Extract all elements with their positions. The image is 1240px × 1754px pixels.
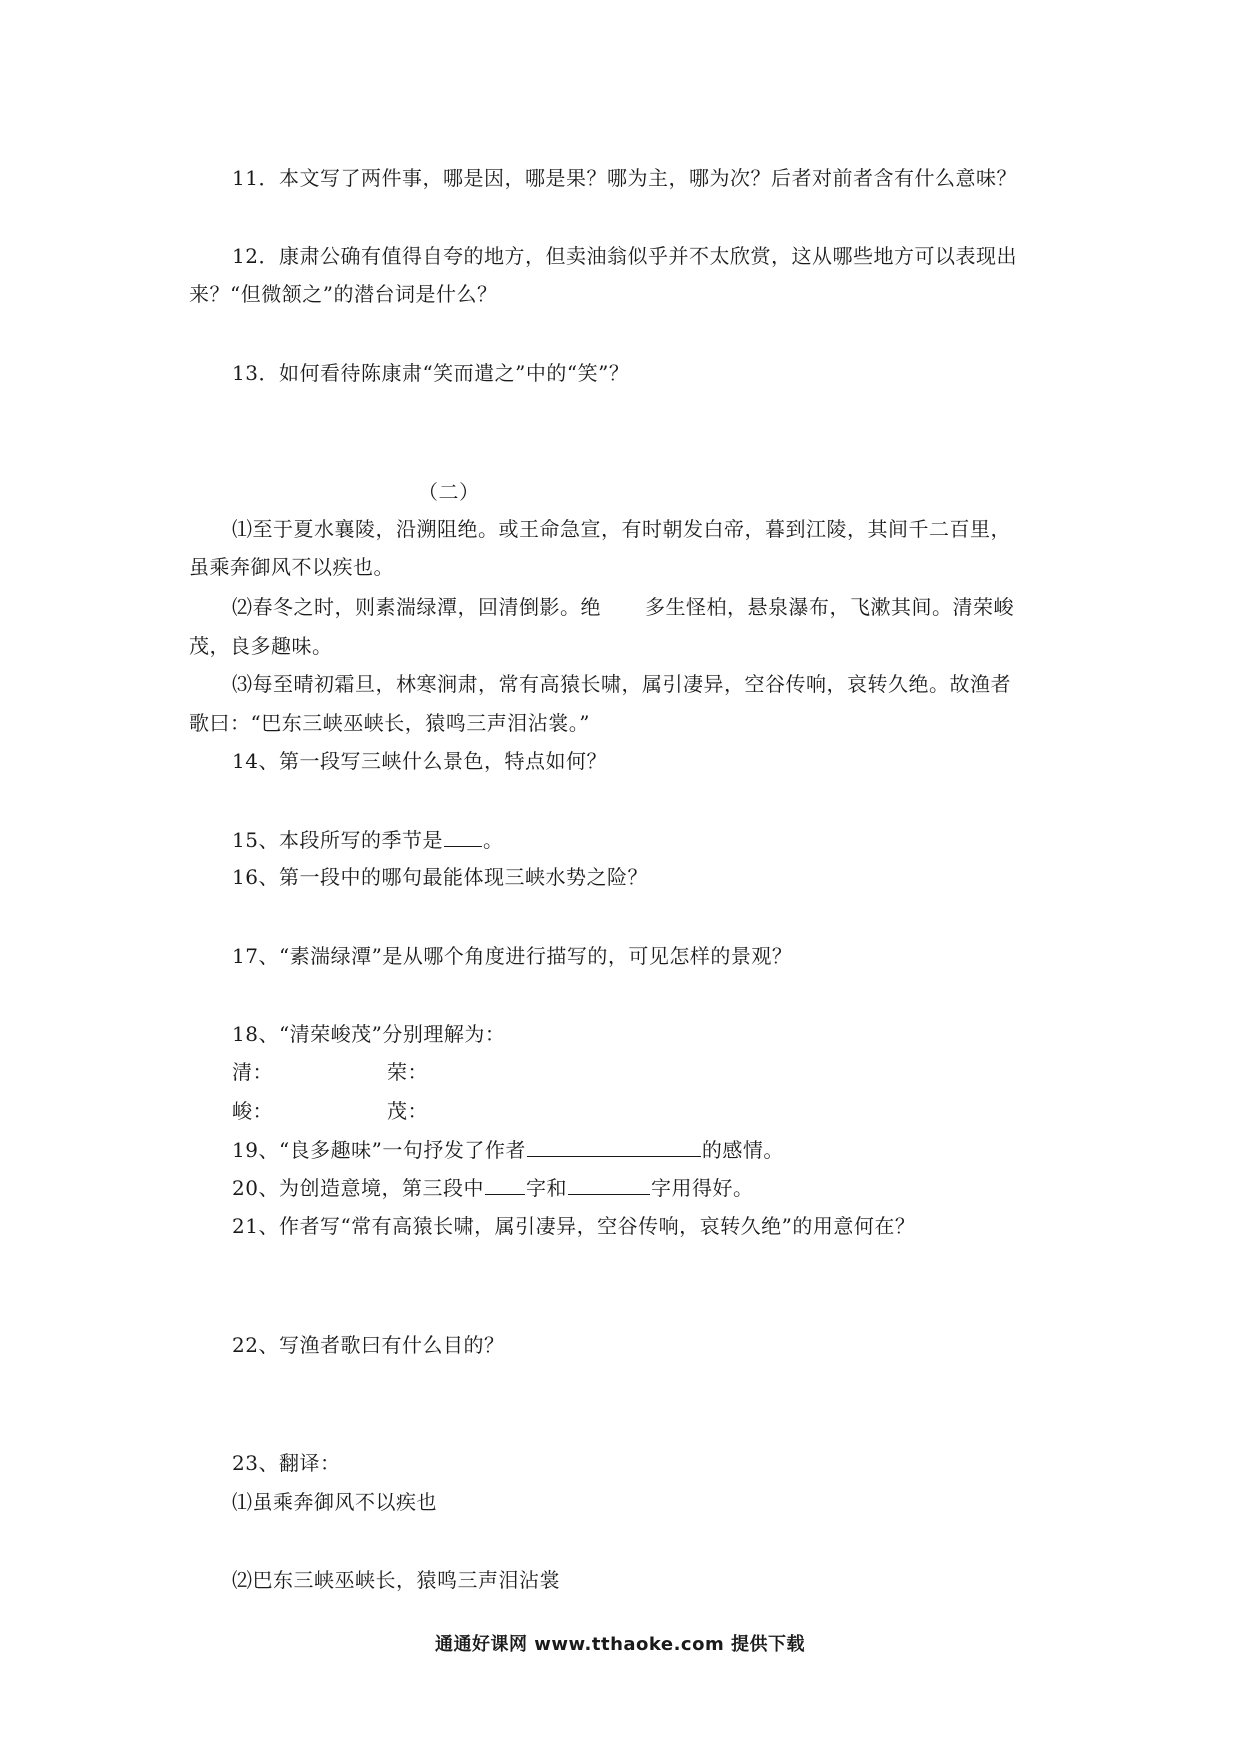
question-19 [232, 1136, 784, 1163]
question-20-end: 字用得好。 [650, 1176, 754, 1200]
passage-para-2-line-1-b: 多生怪柏，悬泉瀑布，飞漱其间。清荣峻 [645, 595, 1014, 619]
passage-para-1-line-1: ⑴至于夏水襄陵，沿溯阻绝。或王命急宣，有时朝发白帝，暮到江陵，其间千二百里， [232, 517, 1011, 541]
question-15 [232, 826, 503, 853]
question-11: 11．本文写了两件事，哪是因，哪是果？哪为主，哪为次？后者对前者含有什么意味？ [232, 166, 1017, 190]
question-19-text: 19、“良多趣味”一句抒发了作者 [232, 1138, 526, 1162]
question-18-jun: 峻： [232, 1099, 273, 1123]
answer-blank[interactable] [527, 1136, 701, 1157]
question-15-text: 15、本段所写的季节是 [232, 828, 443, 852]
question-12-line-1: 12．康肃公确有值得自夸的地方，但卖油翁似乎并不太欣赏，这从哪些地方可以表现出 [232, 244, 1017, 268]
question-22: 22、写渔者歌曰有什么目的？ [232, 1333, 505, 1357]
question-21: 21、作者写“常有高猿长啸，属引凄异，空谷传响，哀转久绝”的用意何在？ [232, 1214, 916, 1238]
passage-para-2-line-1-a: ⑵春冬之时，则素湍绿潭，回清倒影。绝 [232, 595, 601, 619]
question-23-item-1: ⑴虽乘奔御风不以疾也 [232, 1490, 437, 1514]
question-16: 16、第一段中的哪句最能体现三峡水势之险？ [232, 865, 648, 889]
passage-para-2-line-1 [232, 594, 1014, 620]
question-20-text: 20、为创造意境，第三段中 [232, 1176, 484, 1200]
question-14: 14、第一段写三峡什么景色，特点如何？ [232, 749, 607, 773]
answer-blank[interactable] [568, 1174, 650, 1195]
answer-blank[interactable] [444, 826, 482, 847]
question-18-qing: 清： [232, 1060, 273, 1084]
passage-para-2-line-2: 茂，良多趣味。 [189, 634, 333, 658]
question-18-rong: 荣： [387, 1060, 428, 1084]
question-18-mao: 茂： [387, 1099, 428, 1123]
passage-para-3-line-2: 歌曰：“巴东三峡巫峡长，猿鸣三声泪沾裳。” [189, 711, 590, 735]
question-18: 18、“清荣峻茂”分别理解为： [232, 1022, 506, 1046]
passage-para-1-line-2: 虽乘奔御风不以疾也。 [189, 555, 394, 579]
question-23: 23、翻译： [232, 1451, 341, 1475]
question-17: 17、“素湍绿潭”是从哪个角度进行描写的，可见怎样的景观？ [232, 944, 793, 968]
question-15-end: 。 [482, 828, 504, 852]
question-20-mid: 字和 [525, 1176, 567, 1200]
page-footer: 通通好课网 www.tthaoke.com 提供下载 [435, 1634, 805, 1655]
question-19-end: 的感情。 [701, 1138, 784, 1162]
question-20 [232, 1174, 753, 1201]
question-12-line-2: 来？“但微颔之”的潜台词是什么？ [189, 282, 498, 306]
answer-blank[interactable] [485, 1174, 525, 1195]
section-heading: （二） [418, 480, 480, 504]
question-13: 13．如何看待陈康肃“笑而遣之”中的“笑”？ [232, 361, 630, 385]
question-23-item-2: ⑵巴东三峡巫峡长，猿鸣三声泪沾裳 [232, 1568, 560, 1592]
passage-para-3-line-1: ⑶每至晴初霜旦，林寒涧肃，常有高猿长啸，属引凄异，空谷传响，哀转久绝。故渔者 [232, 672, 1011, 696]
